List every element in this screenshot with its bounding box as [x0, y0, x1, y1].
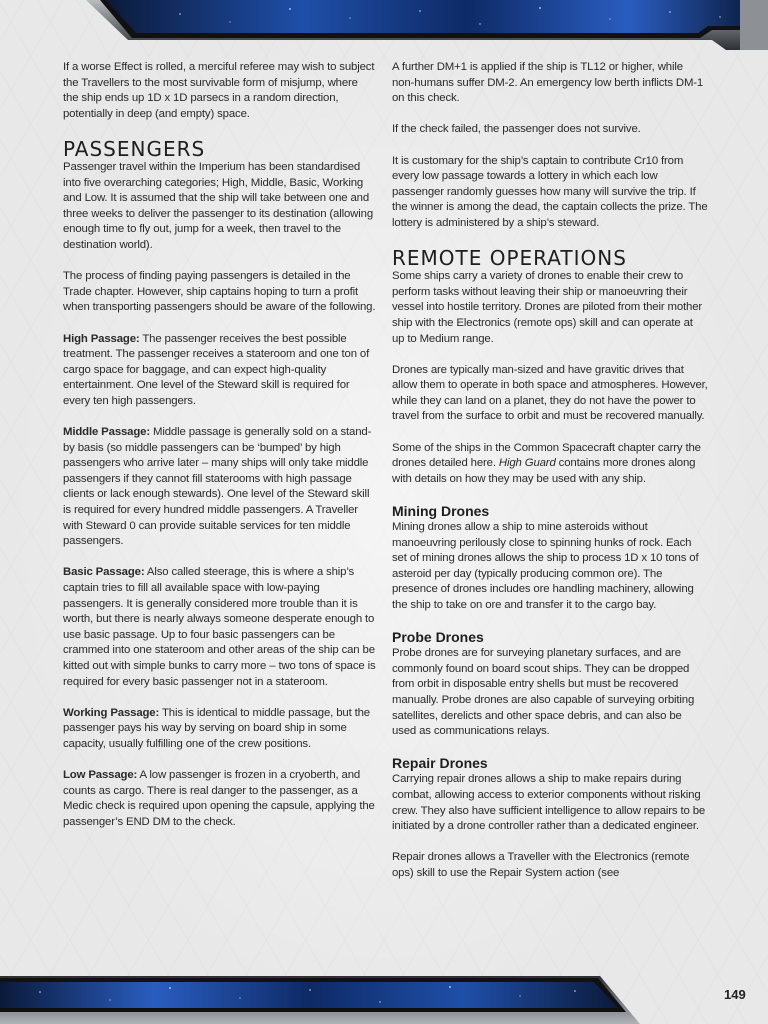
passengers-heading: PASSENGERS	[63, 136, 206, 161]
dm-paragraph: A further DM+1 is applied if the ship is TL12 or higher, while non-humans suffer DM-2. An emergency low berth inflicts DM-1 on this check.	[392, 61, 704, 105]
remote-paragraph-3	[392, 441, 708, 488]
check-failed-paragraph: If the check failed, the passenger does not survive.	[392, 123, 641, 136]
page-number: 149	[724, 987, 746, 1002]
left-column	[63, 60, 376, 846]
high-passage-text: The passenger receives the best possible treatment. The passenger receives a stateroom and one ton of cargo space for baggage, and can expect high-quality entertainment. One level of the Steward skill is required for every ten high passengers.	[63, 332, 370, 407]
low-passage-paragraph	[63, 768, 376, 830]
middle-passage-text: Middle passage is generally sold on a stand-by basis (so middle passengers can be ‘bumped’ by high passengers who arrive later – many ships will only take middle passengers if they cannot fill staterooms with high passage clients or lack enough stewards). One level of the Steward skill is required for every hundred middle passengers. A Traveller with Steward 0 can provide suitable services for ten middle passengers.	[63, 426, 372, 548]
remote-paragraph-3-end: contains more drones along with details on how they may be used with any ship.	[392, 457, 696, 485]
top-space-banner	[0, 0, 768, 50]
mining-drones-heading: Mining Drones	[392, 503, 490, 520]
repair-drones-paragraph-2: Repair drones allows a Traveller with the Electronics (remote ops) skill to use the Repair System action (see	[392, 851, 690, 879]
bottom-space-banner	[0, 968, 768, 1024]
middle-passage-paragraph	[63, 425, 376, 550]
repair-drones-paragraph-1: Carrying repair drones allows a ship to make repairs during combat, allowing access to exterior components without risking crew. They also have sufficient intelligence to allow repairs to be initiated by a drone controller rather than a dedicated engineer.	[392, 773, 706, 833]
basic-passage-paragraph	[63, 565, 376, 690]
repair-drones-heading: Repair Drones	[392, 755, 488, 772]
working-passage-text: This is identical to middle passage, but the passenger pays his way by serving on board ship in some capacity, usually fulfilling one of the crew positions.	[63, 706, 370, 750]
lottery-paragraph: It is customary for the ship’s captain to contribute Cr10 from every low passage towards a lottery in which each low passenger randomly guesses how many will survive the trip. If the winner is among the dead, the captain collects the prize. The lottery is administered by a ship’s steward.	[392, 154, 708, 229]
basic-passage-lead: Basic Passage:	[63, 566, 145, 579]
probe-drones-heading: Probe Drones	[392, 629, 484, 646]
passengers-paragraph-2: The process of finding paying passengers is detailed in the Trade chapter. However, ship captains hoping to turn a profit when transporting passengers should be aware of the following.	[63, 270, 376, 314]
high-passage-paragraph	[63, 332, 376, 410]
right-column	[392, 60, 708, 897]
low-passage-lead: Low Passage:	[63, 769, 138, 782]
basic-passage-text: Also called steerage, this is where a ship’s captain tries to fill all available space with low-paying passengers. It is generally considered more trouble than it is worth, but there is nearly always someone desperate enough to use basic passage. Up to four basic passengers can be crammed into one stateroom and other areas of the ship can be kitted out with simple bunks to carry more – two tons of space is required for every basic passenger not in a stateroom.	[63, 566, 376, 688]
passengers-paragraph-1: Passenger travel within the Imperium has been standardised into five overarching categories; High, Middle, Basic, Working and Low. It is assumed that the ship will take between one and three weeks to deliver the passenger to its destination (allowing enough time to fly out, jump for a week, then travel to the destination world).	[63, 160, 374, 251]
middle-passage-lead: Middle Passage:	[63, 426, 151, 439]
probe-drones-paragraph: Probe drones are for surveying planetary surfaces, and are commonly found on board scout ships. They can be dropped from orbit in disposable entry shells but must be recovered manually. Probe drones are also capable of surveying orbiting satellites, derelicts and other space debris, and can also be used as communications relays.	[392, 647, 695, 738]
remote-paragraph-2: Drones are typically man-sized and have gravitic drives that allow them to operate in both space and atmospheres. However, while they can land on a planet, they do not have the power to travel from the surface to orbit and must be recovered manually.	[392, 363, 708, 423]
working-passage-paragraph	[63, 706, 376, 753]
mining-drones-paragraph: Mining drones allow a ship to mine asteroids without manoeuvring perilously close to spinning hunks of rock. Each set of mining drones allows the ship to process 1D x 10 tons of asteroid per day (typically producing common ore). The presence of drones includes ore handling machinery, allowing the ship to take on ore and transfer it to the cargo bay.	[392, 521, 699, 611]
working-passage-lead: Working Passage:	[63, 706, 160, 719]
high-guard-title: High Guard	[498, 457, 556, 470]
high-passage-lead: High Passage:	[63, 332, 140, 345]
remote-paragraph-3-start: Some of the ships in the Common Spacecraft chapter carry the drones detailed here.	[392, 441, 701, 470]
low-passage-text: A low passenger is frozen in a cryoberth, and counts as cargo. There is real danger to the passenger, as a Medic check is required upon opening the capsule, applying the passenger’s END DM to the check.	[63, 769, 375, 828]
remote-paragraph-1: Some ships carry a variety of drones to enable their crew to perform tasks without leaving their ship or manoeuvring their vessel into hostile territory. Drones are piloted from their mother ship with the Electronics (remote ops) skill and can operate at up to Medium range.	[392, 270, 703, 345]
intro-paragraph: If a worse Effect is rolled, a merciful referee may wish to subject the Travellers to the most survivable form of misjump, where the ship ends up 1D x 1D parsecs in a random direction, potentially in deep (and empty) space.	[63, 61, 375, 120]
remote-operations-heading: REMOTE OPERATIONS	[392, 246, 627, 271]
